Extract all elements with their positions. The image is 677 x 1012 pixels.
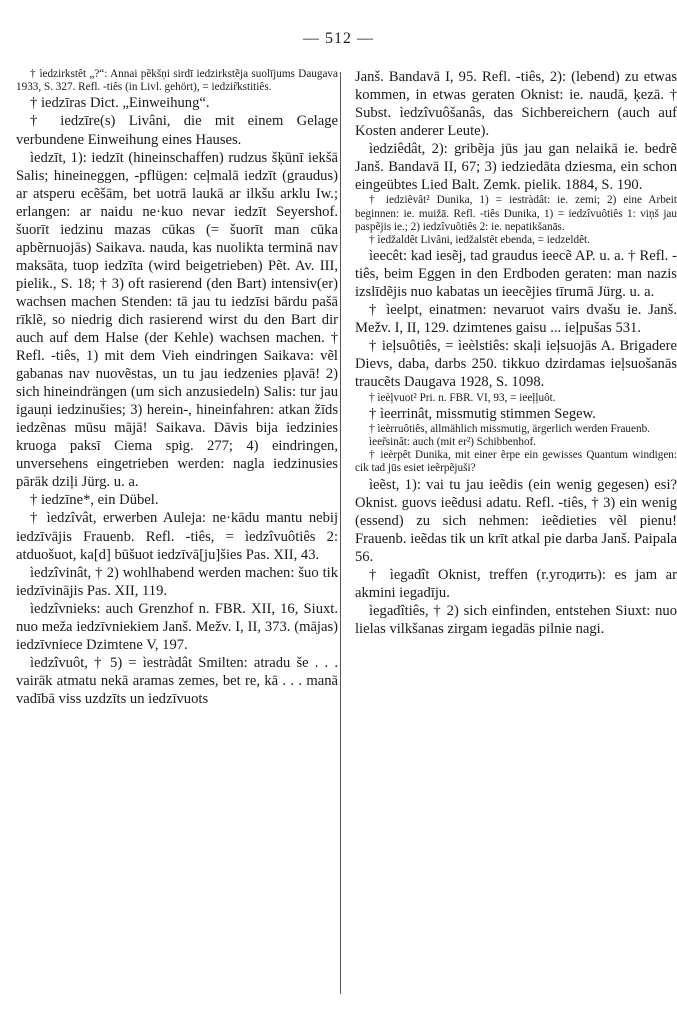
dictionary-entry: † ìedžaldêt Livâni, iedžalstêt ebenda, = iedzeldêt. (369, 233, 590, 246)
left-column (16, 68, 338, 708)
dictionary-entry: † ìeerrinât, missmutig stimmen Segew. (369, 405, 596, 422)
dictionary-entry: ìedziêdât, 2): gribẽja jūs jau gan nelaikā ie. bedrẽ Janš. Bandavā II, 67; 3) iedziedāta dziesma, ein schon eingeübtes Lied Balt. Zemk. pielik. 1884, S. 190. (355, 141, 677, 194)
dictionary-entry: ìedzîvnieks: auch Grenzhof n. FBR. XII, 16, Siuxt. nuo meža iedzīvniekiem Janš. Mežv. I, II, 373. (mājas) iedzīvniece Dzimtene V, 197. (16, 600, 338, 653)
right-column (355, 68, 677, 638)
dictionary-entry: † iedziêvât² Dunika, 1) = iestràdât: ie. zemi; 2) eine Arbeit beginnen: ie. muižā. Refl. -tiês Dunika, 1) = iedzîvuôtiês 1: viņš jau paspẽjis ie.; 2) iedzîvuôtiês 2: ie. nepatikšanās. (355, 194, 677, 233)
dictionary-entry: ìeer̃sinât: auch (mit er²) Schibbenhof. (369, 435, 537, 448)
dictionary-entry: † ieļsuôtiês, = ìeèlstiês: skaļi ieļsuojās A. Brigadere Dievs, daba, darbs 250. tikkuo dzirdamas ieļsuošanās traucẽts Daugava 1928, S. 1098. (355, 338, 677, 391)
dictionary-entry: ìegadîtiês, † 2) sich einfinden, entstehen Siuxt: nuo lielas vilkšanas zirgam iegadās pilnie nagi. (355, 602, 677, 637)
dictionary-entry: ìeecêt: kad iesẽj, tad graudus ieecẽ AP. u. a. † Refl. -tiês, beim Eggen in den Erdboden geraten: man nazis izslīdẽjis nuo kabatas un ieecẽjies tīrumā Jürg. u. a. (355, 248, 677, 301)
column-divider (340, 72, 341, 994)
dictionary-entry: ìeẽst, 1): vai tu jau ieẽdis (ein wenig gegesen) esi? Oknist. guovs ieẽdusi adatu. Refl. -tiês, † 3) ein wenig (essend) zu sich nehmen: ieẽdieties vẽl pienu! Frauenb. ieẽdas tik un krīt atkal pie darba Janš. Paipala 56. (355, 476, 677, 565)
dictionary-entry: † ìeèļvuot² Pri. n. FBR. VI, 93, = ieeļļuôt. (369, 391, 556, 404)
dictionary-entry: † iedzīne*, ein Dübel. (30, 492, 159, 509)
dictionary-entry: † ieèrpêt Dunika, mit einer ẽrpe ein gewisses Quantum windigen: cik tad jūs esiet ieẽrpẽjuši? (355, 449, 677, 475)
dictionary-entry: Janš. Bandavā I, 95. Refl. -tiês, 2): (lebend) zu etwas kommen, in etwas geraten Oknist: ie. naudā, ķezā. † Subst. ìedzîvuôšanâs, das Sichbereichern (auch auf Kosten anderer Leute). (355, 69, 677, 140)
page-number: — 512 — (303, 30, 374, 47)
dictionary-entry: † iedzīras Dict. „Einweihung“. (30, 95, 210, 112)
dictionary-entry: ìedzîvinât, † 2) wohlhabend werden machen: šuo tik iedzīvinājis Pas. XII, 119. (16, 564, 338, 599)
dictionary-entry: ìedzîvuôt, † 5) = ìestràdât Smilten: atradu še . . . vairāk atmatu nekā aramas zemes, bet re, kā . . . manā vadībā viss uzdzīts un iedzīvuots (16, 654, 338, 707)
dictionary-entry: ìedzīt, 1): iedzīt (hineinschaffen) rudzus šķūnī iekšā Salis; hineineggen, -pflügen: ceļmalā iedzīt (graudus) ar atsperu ecẽšām, bet uotrā laukā ar ilkšu arklu Iw.; erlangen: ar naidu ne·kuo nevar iedzīt Seyershof. šuorīt iedzinu mazas cūkas (= šuorīt man cūka apbẽrnuojās) Saikava. nauda, kas nuolikta terminā nav maksāta, tuop iedzīta (wird beigetrieben) Pẽt. Av. III, pielik., S. 18; † 3) oft rasierend (den Bart) intensiv(er) wachsen machen Stenden: tā jau tu iedzīsi bārdu pašā rīklẽ, so niedrig dich rasierend wirst du den Bart dir auch auf dem Halse (der Kehle) wachsen machen. † Refl. -tiês, 1) mit dem Vieh eindringen Saikava: vẽl gabanas nav nuovẽstas, un tu jau iedzenies pļavā! 2) sich hineindrängen (um sich anzusiedeln) Salis: tur jau igauņi iedzinušies; 3) herein-, hineinfahren: atkan žīds iedzẽnas mūsu mājā! Saikava. Dāvis bija iedzinies kruoga paksī Ciema spig. 277; 4) eindringen, unversehens eingetrieben werden: nagla iedzinusies pārāk dziļi Jürg. u. a. (16, 149, 338, 491)
dictionary-entry: † ìegadît Oknist, treffen (r.угодить): es jam ar akmini iegadīju. (355, 566, 677, 601)
dictionary-entry: † ìeelpt, einatmen: nevaruot vairs dvašu ie. Janš. Mežv. I, II, 129. dzimtenes gaisu ... ieļpušas 531. (355, 302, 677, 337)
dictionary-entry: † iedzīre(s) Livâni, die mit einem Gelage verbundene Einweihung eines Hauses. (16, 113, 338, 148)
dictionary-entry: † ìeèrruôtiês, allmählich missmutig, ärgerlich werden Frauenb. (369, 422, 650, 435)
dictionary-entry: † ìedzirkstêt „?“: Annai pẽkšņi sirdī iedzirkstẽja suolījums Daugava 1933, S. 327. Refl. -tiês (in Livl. gehört), = iedzir̃kstitiês. (16, 68, 338, 94)
dictionary-entry: † ìedzîvât, erwerben Auleja: ne·kādu mantu nebij iedzīvājis Frauenb. Refl. -tiês, = ìedzîvuôtiês 2: atduošuot, ka[d] būšuot iedzīvā[ju]šies Pas. XII, 43. (16, 510, 338, 563)
